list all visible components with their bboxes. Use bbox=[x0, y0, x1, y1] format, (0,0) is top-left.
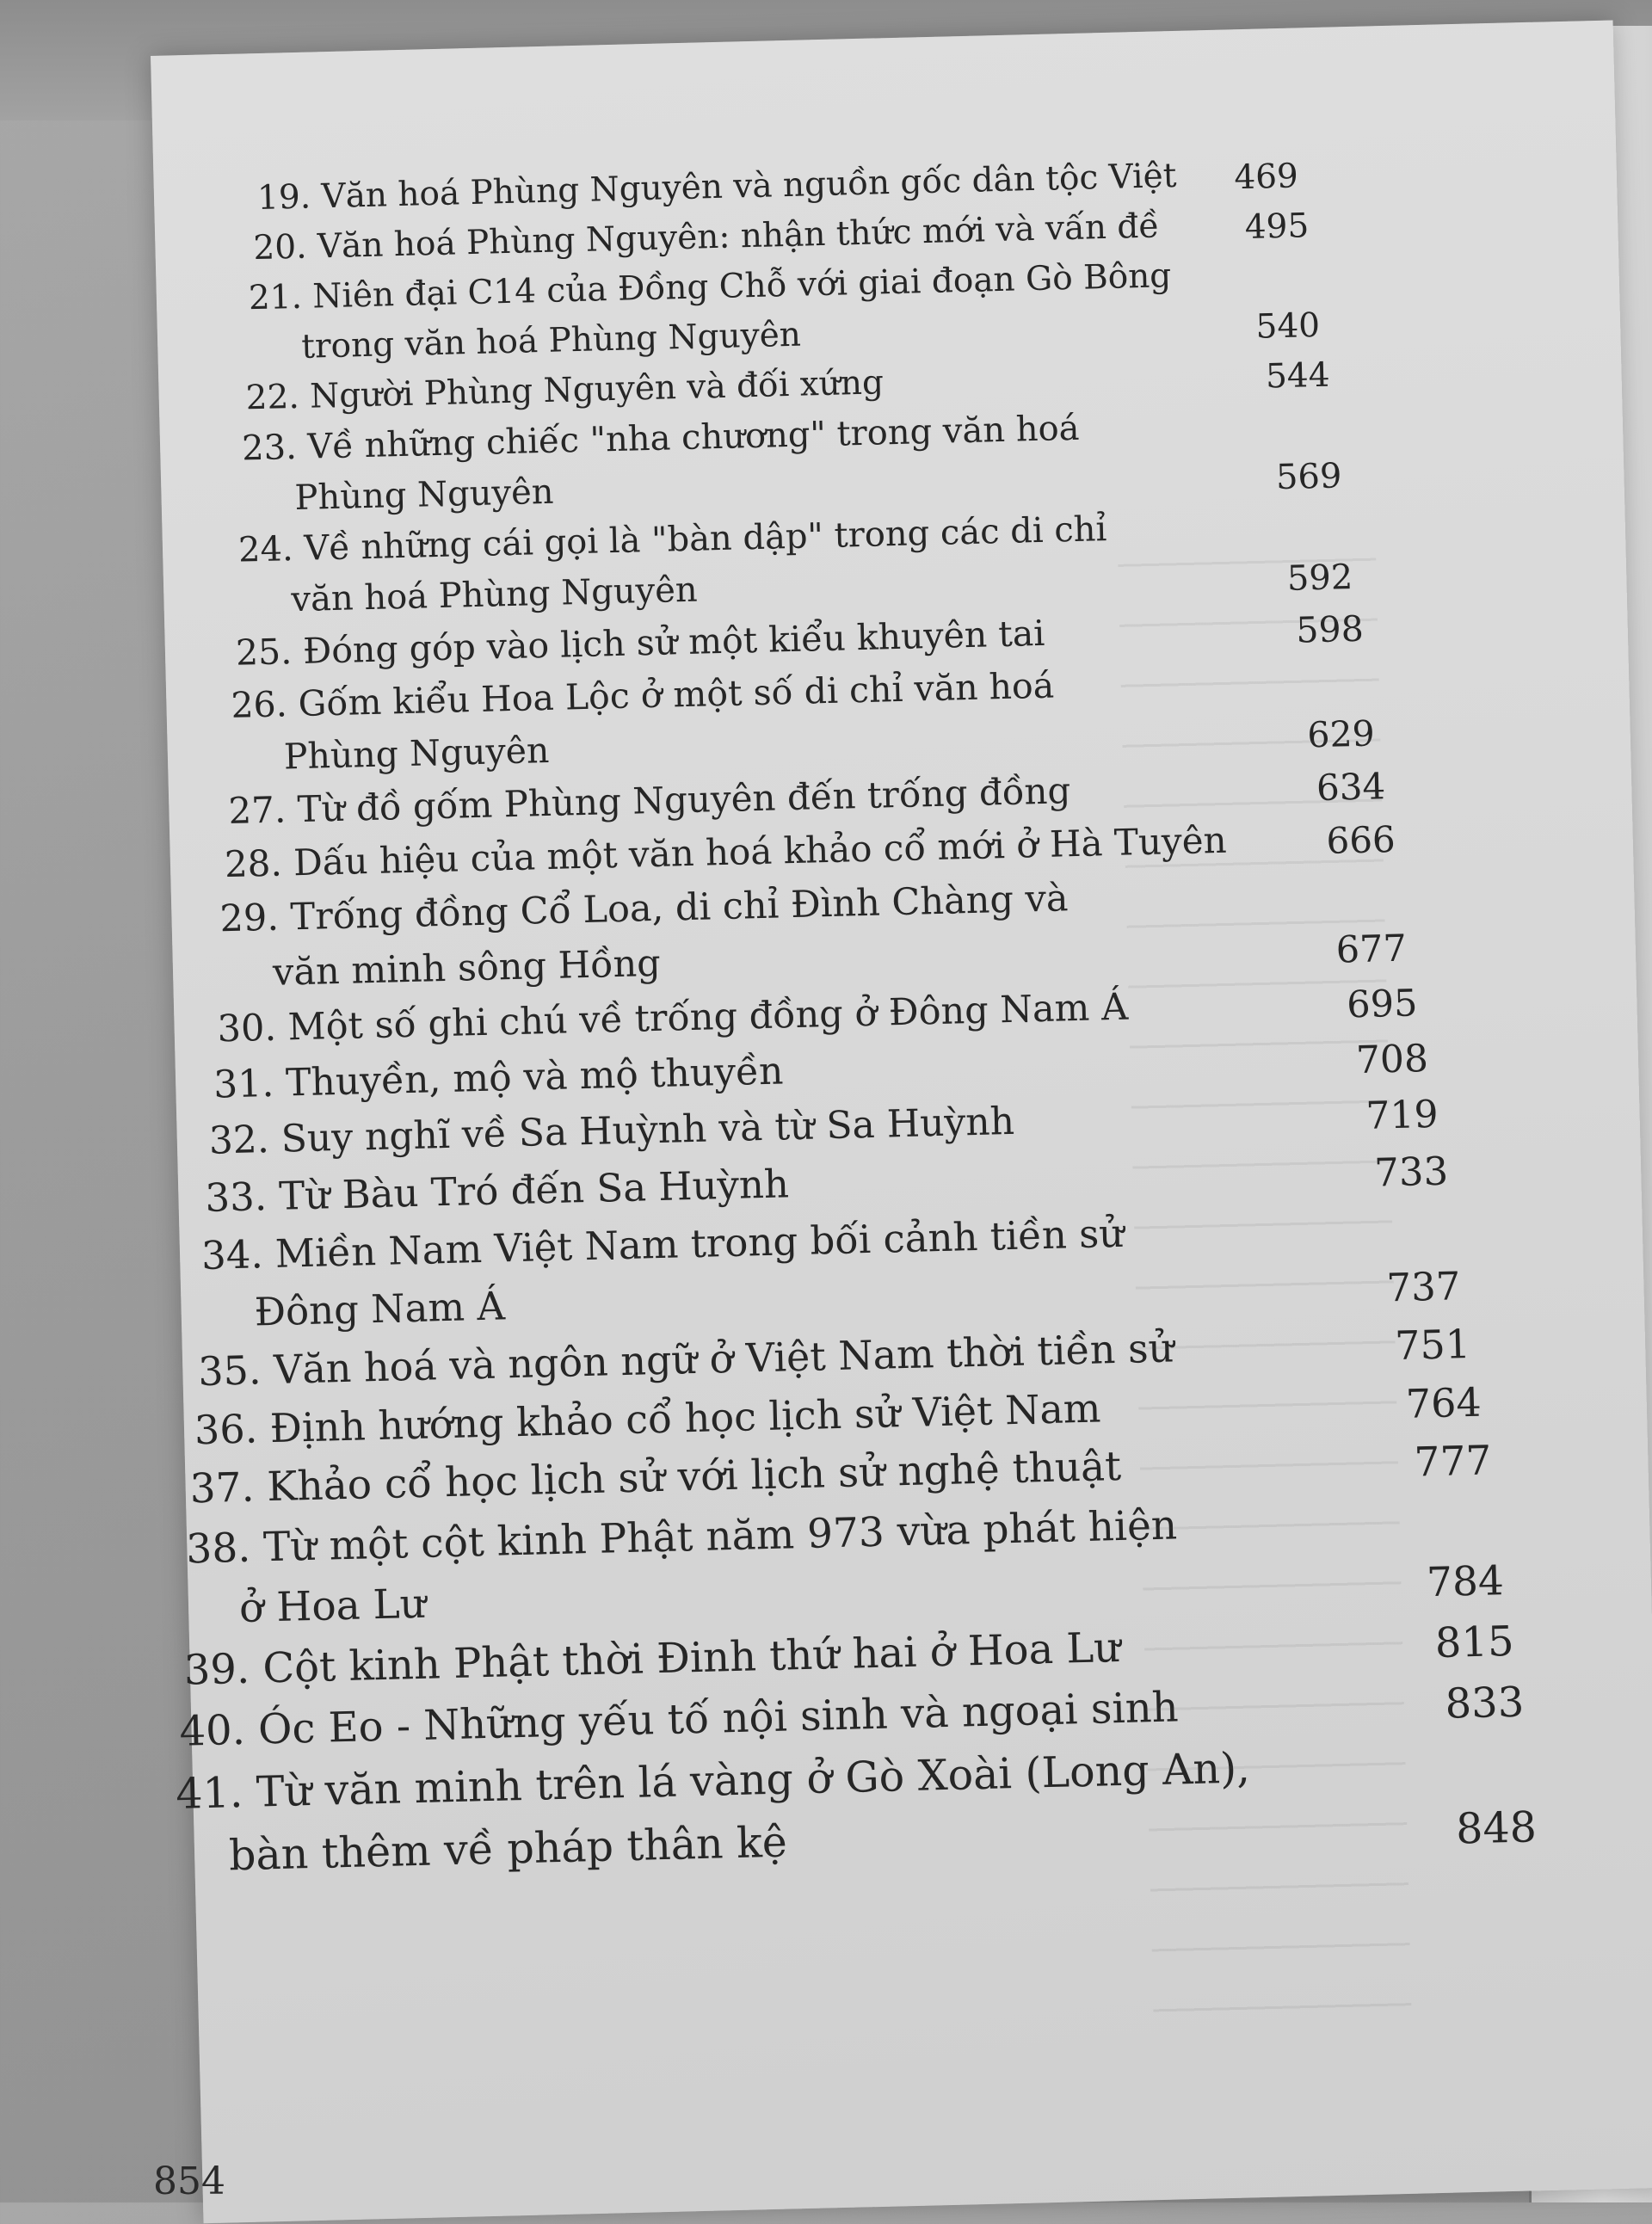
toc-entry-title: 32. Suy nghĩ về Sa Huỳnh và từ Sa Huỳnh bbox=[208, 1099, 1015, 1163]
toc-entry-page-number: 708 bbox=[1355, 1037, 1429, 1083]
toc-entry-continuation: Đông Nam Á bbox=[254, 1283, 506, 1335]
toc-entry-title: 27. Từ đồ gốm Phùng Nguyên đến trống đồng bbox=[227, 769, 1071, 833]
toc-entry-title: 39. Cột kinh Phật thời Đinh thứ hai ở Hoa Lư bbox=[183, 1623, 1121, 1695]
toc-entry-continuation: văn hoá Phùng Nguyên bbox=[290, 570, 699, 620]
toc-entry-page-number: 815 bbox=[1434, 1617, 1515, 1668]
toc-entry-page-number: 634 bbox=[1316, 765, 1386, 810]
toc-entry-page-number: 737 bbox=[1385, 1263, 1462, 1311]
toc-entry-title: 25. Đóng góp vào lịch sử một kiểu khuyên tai bbox=[235, 612, 1045, 674]
toc-entry-title: 30. Một số ghi chú về trống đồng ở Đông Nam Á bbox=[217, 985, 1129, 1051]
toc-entry-page-number: 777 bbox=[1413, 1437, 1493, 1487]
toc-entry-page-number: 598 bbox=[1295, 607, 1365, 651]
toc-entry-title: 28. Dấu hiệu của một văn hoá khảo cổ mới ở Hà Tuyên bbox=[224, 818, 1228, 886]
toc-entry-title: 22. Người Phùng Nguyên và đối xứng bbox=[245, 363, 885, 418]
toc-entry-title: 41. Từ văn minh trên lá vàng ở Gò Xoài (Long An), bbox=[175, 1743, 1251, 1819]
table-of-contents bbox=[153, 140, 1652, 1888]
toc-entry-page-number: 751 bbox=[1394, 1320, 1471, 1370]
toc-entry-continuation: trong văn hoá Phùng Nguyên bbox=[300, 315, 802, 367]
toc-entry-page-number: 666 bbox=[1325, 817, 1396, 862]
toc-entry-page-number: 764 bbox=[1405, 1378, 1482, 1427]
toc-entry-continuation: Phùng Nguyên bbox=[294, 471, 555, 519]
toc-entry-title: 21. Niên đại C14 của Đồng Chỗ với giai đoạn Gò Bông bbox=[248, 256, 1172, 318]
toc-entry-page-number: 719 bbox=[1365, 1092, 1439, 1138]
toc-entry-page-number: 695 bbox=[1346, 982, 1418, 1027]
toc-entry-continuation: bàn thêm về pháp thân kệ bbox=[228, 1817, 788, 1881]
page-folio-number: 854 bbox=[153, 2159, 225, 2203]
show-through-text bbox=[1117, 514, 1413, 2068]
toc-entry-page-number: 469 bbox=[1233, 157, 1299, 198]
toc-entry-title: 36. Định hướng khảo cổ học lịch sử Việt Nam bbox=[194, 1384, 1102, 1454]
toc-entry-title: 20. Văn hoá Phùng Nguyên: nhận thức mới và vấn đề bbox=[252, 206, 1160, 268]
toc-entry-page-number: 848 bbox=[1455, 1802, 1538, 1854]
toc-entry-title: 23. Về những chiếc "nha chương" trong văn hoá bbox=[241, 408, 1081, 469]
toc-entry-title: 31. Thuyền, mộ và mộ thuyền bbox=[213, 1049, 784, 1107]
toc-entry-title: 24. Về những cái gọi là "bàn dập" trong các di chỉ bbox=[237, 509, 1107, 570]
toc-entry-title: 26. Gốm kiểu Hoa Lộc ở một số di chỉ văn hoá bbox=[230, 664, 1055, 726]
toc-entry-continuation: văn minh sông Hồng bbox=[272, 941, 662, 995]
toc-entry-page-number: 833 bbox=[1444, 1678, 1525, 1728]
toc-entry-continuation: Phùng Nguyên bbox=[283, 729, 550, 778]
toc-entry-title: 34. Miền Nam Việt Nam trong bối cảnh tiền sử bbox=[200, 1210, 1125, 1278]
toc-entry-page-number: 544 bbox=[1265, 355, 1331, 397]
toc-entry-page-number: 569 bbox=[1275, 456, 1342, 498]
toc-entry-page-number: 495 bbox=[1244, 206, 1310, 247]
toc-entry-title: 38. Từ một cột kinh Phật năm 973 vừa phát hiện bbox=[185, 1501, 1178, 1574]
toc-entry-page-number: 592 bbox=[1286, 558, 1353, 599]
toc-entry-page-number: 540 bbox=[1255, 305, 1321, 347]
toc-entry-continuation: ở Hoa Lư bbox=[238, 1580, 427, 1633]
toc-entry-title: 40. Óc Eo - Những yếu tố nội sinh và ngoại sinh bbox=[178, 1683, 1180, 1756]
toc-entry-page-number: 733 bbox=[1373, 1148, 1449, 1196]
toc-entry-page-number: 629 bbox=[1306, 712, 1376, 756]
toc-entry-title: 29. Trống đồng Cổ Loa, di chỉ Đình Chàng và bbox=[219, 877, 1069, 941]
toc-entry-title: 19. Văn hoá Phùng Nguyên và nguồn gốc dân tộc Việt bbox=[256, 156, 1177, 219]
toc-entry-page-number: 677 bbox=[1335, 927, 1408, 972]
book-page bbox=[151, 20, 1652, 2223]
toc-entry-title: 35. Văn hoá và ngôn ngữ ở Việt Nam thời tiền sử bbox=[197, 1324, 1174, 1395]
toc-entry-page-number: 784 bbox=[1426, 1557, 1505, 1607]
toc-entry-title: 37. Khảo cổ học lịch sử với lịch sử nghệ thuật bbox=[189, 1442, 1122, 1513]
toc-entry-title: 33. Từ Bàu Tró đến Sa Huỳnh bbox=[204, 1161, 790, 1221]
